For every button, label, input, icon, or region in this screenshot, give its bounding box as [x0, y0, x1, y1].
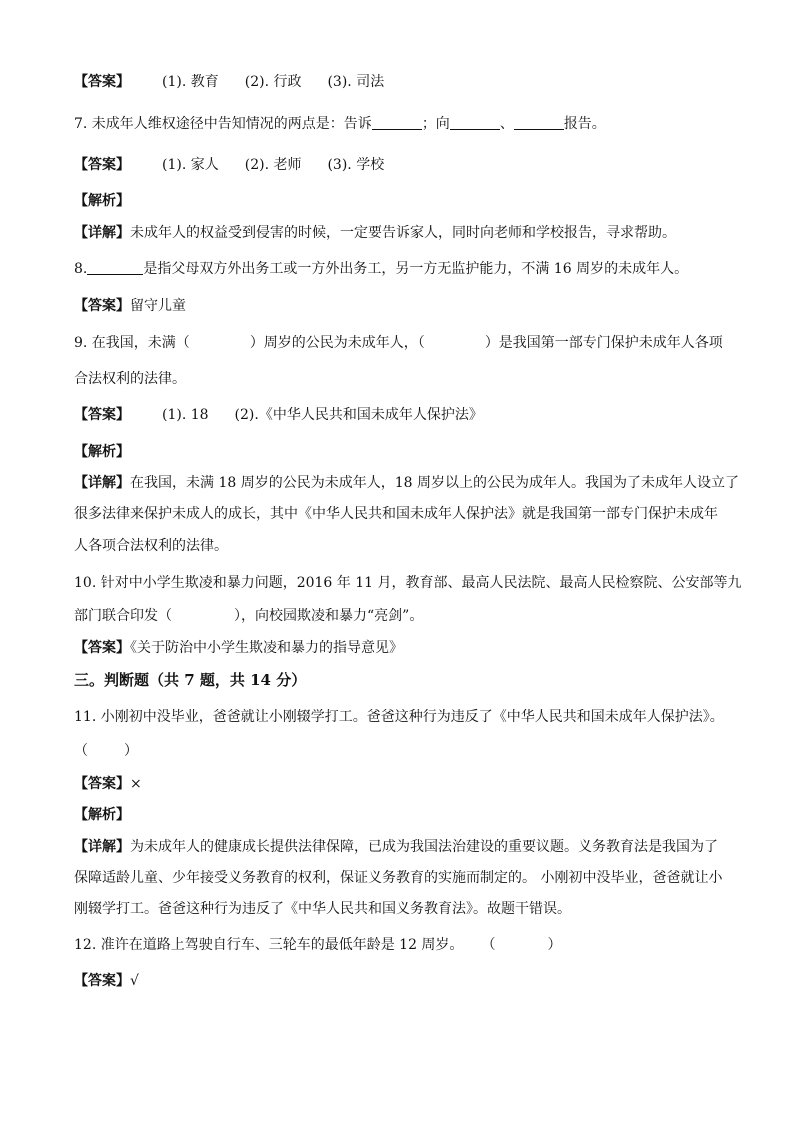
- question-text: 是指父母双方外出务工或一方外出务工，另一方无监护能力，不满 16 周岁的未成年人。: [143, 261, 689, 277]
- analysis-tag: 【解析】: [74, 807, 130, 823]
- answer-item: (3). 学校: [327, 157, 385, 173]
- analysis-tag: 【解析】: [74, 193, 130, 209]
- answer-8: [74, 297, 186, 315]
- analysis-detail-9: [74, 474, 739, 492]
- answer-7: [74, 156, 384, 174]
- question-10-line2: [74, 607, 423, 625]
- fill-blank: [514, 115, 564, 130]
- answer-item: (1). 18: [162, 407, 209, 423]
- fill-blank: [450, 115, 500, 130]
- question-text: 部门联合印发（: [74, 608, 172, 624]
- answer-tag: 【答案】: [74, 640, 130, 656]
- answer-item: 留守儿童: [130, 298, 186, 314]
- question-text: 7. 未成年人维权途径中告知情况的两点是：告诉: [74, 116, 372, 132]
- answer-tag: 【答案】: [74, 407, 130, 423]
- detail-tag: 【详解】: [74, 475, 130, 491]
- detail-text: 在我国，未满 18 周岁的公民为未成年人，18 周岁以上的公民为成年人。我国为了未成年人设立了: [130, 475, 739, 491]
- question-text: ）: [547, 937, 562, 953]
- question-text: 报告。: [563, 116, 606, 132]
- answer-12: [74, 972, 139, 990]
- detail-text: 刚辍学打工。爸爸这种行为违反了《中华人民共和国义务教育法》。故题干错误。: [74, 901, 571, 917]
- detail-tag: 【详解】: [74, 225, 130, 241]
- question-text: 12. 准许在道路上驾驶自行车、三轮车的最低年龄是 12 周岁。: [74, 937, 464, 953]
- question-text: 、: [499, 116, 514, 132]
- answer-item: √: [130, 973, 139, 989]
- question-text: （: [74, 743, 88, 759]
- question-9-line2: 合法权利的法律。: [74, 371, 186, 387]
- detail-text: 未成年人的权益受到侵害的时候，一定要告诉家人，同时向老师和学校报告，寻求帮助。: [130, 225, 676, 241]
- question-12: [74, 936, 561, 954]
- analysis-tag: 【解析】: [74, 444, 130, 460]
- answer-item: ×: [130, 776, 142, 792]
- question-7: [74, 115, 606, 133]
- fill-blank: [87, 260, 143, 275]
- question-10: 10. 针对中小学生欺凌和暴力问题，2016 年 11 月，教育部、最高人民法院、最高人民检察院、公安部等九: [74, 575, 742, 591]
- fill-blank: [372, 115, 422, 130]
- answer-item: (2). 老师: [244, 157, 302, 173]
- answer-6: [74, 73, 384, 91]
- question-11-line2: [74, 742, 138, 760]
- detail-text: 很多法律来保护未成人的成长，其中《中华人民共和国未成年人保护法》就是我国第一部专门保护未成年: [74, 506, 718, 522]
- question-text: ；向: [421, 116, 450, 132]
- question-text: （: [481, 937, 496, 953]
- answer-item: (2).《中华人民共和国未成年人保护法》: [234, 407, 483, 423]
- analysis-detail-7: [74, 224, 676, 242]
- answer-tag: 【答案】: [74, 973, 130, 989]
- question-text: 8.: [74, 261, 88, 277]
- answer-item: (3). 司法: [327, 74, 385, 90]
- detail-text: 人各项合法权利的法律。: [74, 538, 228, 554]
- answer-tag: 【答案】: [74, 776, 130, 792]
- answer-item: (1). 家人: [162, 157, 219, 173]
- detail-text: 为未成年人的健康成长提供法律保障，已成为我国法治建设的重要议题。义务教育法是我国为了: [130, 839, 718, 855]
- answer-tag: 【答案】: [74, 157, 130, 173]
- section-title: 三。判断题（共 7 题，共 14 分）: [74, 671, 307, 689]
- answer-tag: 【答案】: [74, 298, 130, 314]
- answer-item: (2). 行政: [244, 74, 302, 90]
- question-text: ）是我国第一部专门保护未成年人各项: [484, 335, 723, 351]
- answer-11: [74, 775, 142, 793]
- question-text: 9. 在我国，未满（: [74, 335, 190, 351]
- answer-item: (1). 教育: [162, 74, 219, 90]
- question-text: ）周岁的公民为未成年人，（: [249, 335, 425, 351]
- question-text: ）: [124, 743, 138, 759]
- detail-text: 保障适龄儿童、少年接受义务教育的权利，保证义务教育的实施而制定的。 小刚初中没毕业，爸爸就让小: [74, 870, 723, 886]
- answer-9: [74, 406, 483, 424]
- answer-tag: 【答案】: [74, 74, 130, 90]
- detail-tag: 【详解】: [74, 839, 130, 855]
- question-text: ），向校园欺凌和暴力“亮剑”。: [234, 608, 424, 624]
- analysis-detail-11: [74, 838, 718, 856]
- question-8: [74, 260, 688, 278]
- question-9: [74, 334, 723, 352]
- question-11: 11. 小刚初中没毕业，爸爸就让小刚辍学打工。爸爸这种行为违反了《中华人民共和国未成年人保护法》。: [74, 709, 724, 725]
- answer-10: [74, 639, 403, 657]
- answer-item: 《关于防治中小学生欺凌和暴力的指导意见》: [130, 640, 403, 656]
